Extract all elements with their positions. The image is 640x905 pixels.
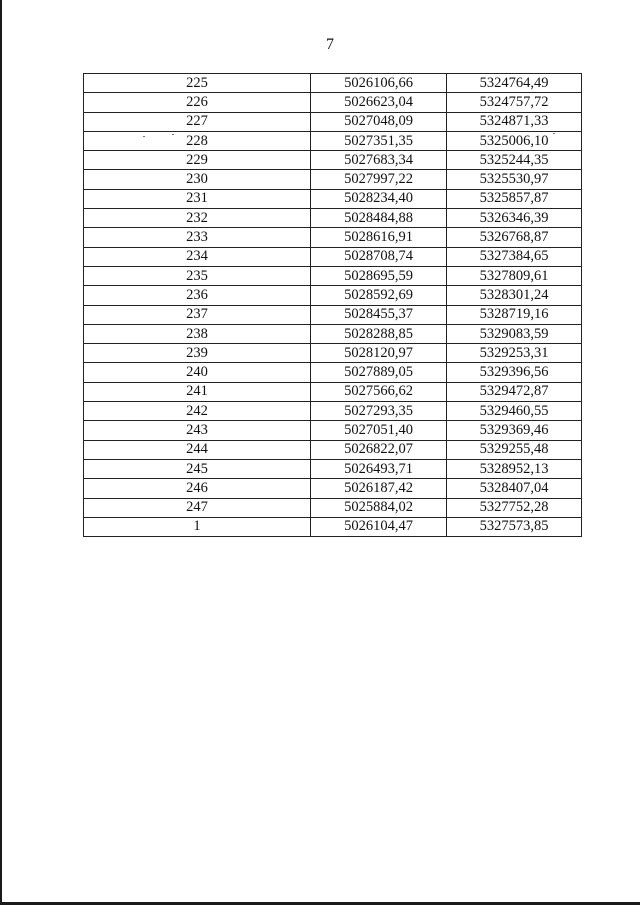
- scan-edge-left: [0, 0, 2, 905]
- table-row: [84, 151, 582, 170]
- x-coordinate-cell: 5026493,71: [311, 459, 447, 478]
- x-coordinate-cell: 5026822,07: [311, 440, 447, 459]
- y-coordinate-cell: 5329396,56: [447, 363, 582, 382]
- table-row: [84, 266, 582, 285]
- coordinates-table: [83, 73, 582, 537]
- point-number-cell: 233: [84, 228, 311, 247]
- x-coordinate-cell: 5027889,05: [311, 363, 447, 382]
- table-row: [84, 344, 582, 363]
- table-row: [84, 131, 582, 150]
- y-coordinate-cell: 5327384,65: [447, 247, 582, 266]
- x-coordinate-cell: 5028484,88: [311, 209, 447, 228]
- table-row: [84, 479, 582, 498]
- y-coordinate-cell: 5327809,61: [447, 266, 582, 285]
- table-row: [84, 74, 582, 93]
- point-number-cell: 245: [84, 459, 311, 478]
- y-coordinate-cell: 5329460,55: [447, 402, 582, 421]
- point-number-cell: 246: [84, 479, 311, 498]
- x-coordinate-cell: 5027566,62: [311, 382, 447, 401]
- scan-speck: [143, 136, 145, 137]
- point-number-cell: 227: [84, 112, 311, 131]
- point-number-cell: 241: [84, 382, 311, 401]
- point-number-cell: 247: [84, 498, 311, 517]
- y-coordinate-cell: 5326346,39: [447, 209, 582, 228]
- scan-speck: [553, 133, 555, 134]
- point-number-cell: 1: [84, 517, 311, 536]
- point-number-cell: 242: [84, 402, 311, 421]
- point-number-cell: 225: [84, 74, 311, 93]
- y-coordinate-cell: 5325857,87: [447, 189, 582, 208]
- x-coordinate-cell: 5026106,66: [311, 74, 447, 93]
- x-coordinate-cell: 5028592,69: [311, 286, 447, 305]
- coordinates-table-body: [84, 74, 582, 537]
- table-row: [84, 324, 582, 343]
- y-coordinate-cell: 5329472,87: [447, 382, 582, 401]
- y-coordinate-cell: 5327752,28: [447, 498, 582, 517]
- x-coordinate-cell: 5026187,42: [311, 479, 447, 498]
- x-coordinate-cell: 5027293,35: [311, 402, 447, 421]
- y-coordinate-cell: 5326768,87: [447, 228, 582, 247]
- table-row: [84, 93, 582, 112]
- x-coordinate-cell: 5027997,22: [311, 170, 447, 189]
- x-coordinate-cell: 5026623,04: [311, 93, 447, 112]
- table-row: [84, 402, 582, 421]
- x-coordinate-cell: 5028234,40: [311, 189, 447, 208]
- y-coordinate-cell: 5328952,13: [447, 459, 582, 478]
- table-row: [84, 440, 582, 459]
- table-row: [84, 498, 582, 517]
- point-number-cell: 232: [84, 209, 311, 228]
- table-row: [84, 305, 582, 324]
- x-coordinate-cell: 5027683,34: [311, 151, 447, 170]
- x-coordinate-cell: 5028695,59: [311, 266, 447, 285]
- point-number-cell: 234: [84, 247, 311, 266]
- y-coordinate-cell: 5329083,59: [447, 324, 582, 343]
- scan-speck: [172, 134, 174, 135]
- table-row: [84, 247, 582, 266]
- x-coordinate-cell: 5028288,85: [311, 324, 447, 343]
- point-number-cell: 231: [84, 189, 311, 208]
- y-coordinate-cell: 5328719,16: [447, 305, 582, 324]
- point-number-cell: 228: [84, 131, 311, 150]
- table-row: [84, 517, 582, 536]
- x-coordinate-cell: 5026104,47: [311, 517, 447, 536]
- y-coordinate-cell: 5329255,48: [447, 440, 582, 459]
- point-number-cell: 239: [84, 344, 311, 363]
- y-coordinate-cell: 5324764,49: [447, 74, 582, 93]
- page-number: 7: [326, 36, 334, 53]
- x-coordinate-cell: 5027351,35: [311, 131, 447, 150]
- point-number-cell: 238: [84, 324, 311, 343]
- table-row: [84, 170, 582, 189]
- y-coordinate-cell: 5329369,46: [447, 421, 582, 440]
- table-row: [84, 286, 582, 305]
- y-coordinate-cell: 5325006,10: [447, 131, 582, 150]
- table-row: [84, 112, 582, 131]
- point-number-cell: 244: [84, 440, 311, 459]
- y-coordinate-cell: 5324757,72: [447, 93, 582, 112]
- x-coordinate-cell: 5025884,02: [311, 498, 447, 517]
- y-coordinate-cell: 5325244,35: [447, 151, 582, 170]
- point-number-cell: 240: [84, 363, 311, 382]
- x-coordinate-cell: 5027051,40: [311, 421, 447, 440]
- point-number-cell: 243: [84, 421, 311, 440]
- y-coordinate-cell: 5328301,24: [447, 286, 582, 305]
- y-coordinate-cell: 5325530,97: [447, 170, 582, 189]
- y-coordinate-cell: 5329253,31: [447, 344, 582, 363]
- x-coordinate-cell: 5028616,91: [311, 228, 447, 247]
- point-number-cell: 229: [84, 151, 311, 170]
- point-number-cell: 237: [84, 305, 311, 324]
- point-number-cell: 226: [84, 93, 311, 112]
- table-row: [84, 189, 582, 208]
- x-coordinate-cell: 5027048,09: [311, 112, 447, 131]
- table-row: [84, 209, 582, 228]
- x-coordinate-cell: 5028120,97: [311, 344, 447, 363]
- x-coordinate-cell: 5028455,37: [311, 305, 447, 324]
- point-number-cell: 236: [84, 286, 311, 305]
- table-row: [84, 459, 582, 478]
- point-number-cell: 230: [84, 170, 311, 189]
- x-coordinate-cell: 5028708,74: [311, 247, 447, 266]
- table-row: [84, 382, 582, 401]
- y-coordinate-cell: 5327573,85: [447, 517, 582, 536]
- y-coordinate-cell: 5324871,33: [447, 112, 582, 131]
- y-coordinate-cell: 5328407,04: [447, 479, 582, 498]
- table-row: [84, 363, 582, 382]
- table-row: [84, 228, 582, 247]
- table-row: [84, 421, 582, 440]
- point-number-cell: 235: [84, 266, 311, 285]
